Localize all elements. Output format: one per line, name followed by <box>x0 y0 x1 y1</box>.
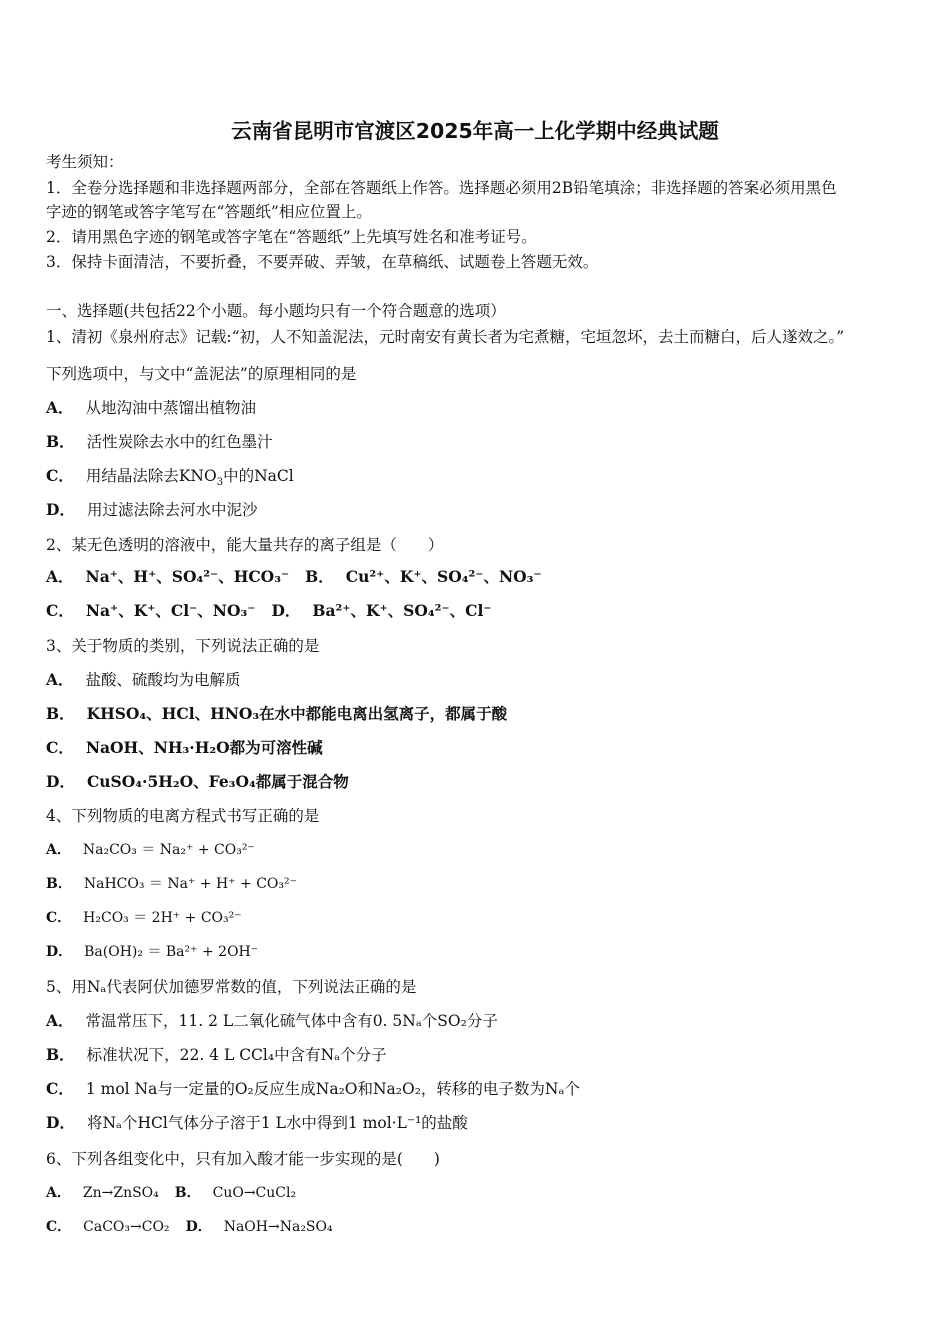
option-label: A． <box>46 670 74 689</box>
option-b <box>46 704 507 724</box>
option-label: C． <box>46 1079 74 1098</box>
option-text: NaOH、NH₃·H₂O都为可溶性碱 <box>85 738 323 757</box>
notice-item-3: 3．保持卡面清洁，不要折叠，不要弄破、弄皱，在草稿纸、试题卷上答题无效。 <box>46 253 599 271</box>
option-label: D． <box>46 944 73 960</box>
option-d <box>46 500 257 520</box>
option-text: Na₂CO₃ ＝ Na₂⁺ + CO₃²⁻ <box>82 842 255 858</box>
option-text: KHSO₄、HCl、HNO₃在水中都能电离出氢离子，都属于酸 <box>86 704 508 723</box>
option-label: A． <box>46 1185 71 1201</box>
option-text: 盐酸、硫酸均为电解质 <box>85 671 241 689</box>
option-row-ab <box>46 1183 296 1203</box>
option-label: B． <box>174 1185 201 1201</box>
option-text: Ba²⁺、K⁺、SO₄²⁻、Cl⁻ <box>312 601 492 620</box>
option-text: Na⁺、K⁺、Cl⁻、NO₃⁻ <box>85 601 256 620</box>
option-c <box>46 466 294 493</box>
option-label: C． <box>46 466 74 485</box>
question-stem: 5、用Nₐ代表阿伏加德罗常数的值，下列说法正确的是 <box>46 978 417 996</box>
option-label: D． <box>46 772 75 791</box>
option-a <box>46 840 255 860</box>
option-text: H₂CO₃ ＝ 2H⁺ + CO₃²⁻ <box>83 910 242 926</box>
option-a <box>46 1011 498 1031</box>
option-text: 常温常压下，11. 2 L二氧化硫气体中含有0. 5Nₐ个SO₂分子 <box>85 1012 498 1030</box>
option-text: Cu²⁺、K⁺、SO₄²⁻、NO₃⁻ <box>345 567 542 586</box>
option-label: A． <box>46 398 74 417</box>
option-text: 从地沟油中蒸馏出植物油 <box>85 399 257 417</box>
option-d <box>46 772 349 792</box>
option-text: Zn→ZnSO₄ <box>82 1185 159 1201</box>
option-text: NaHCO₃ ＝ Na⁺ + H⁺ + CO₃²⁻ <box>83 876 298 892</box>
option-text: CuSO₄·5H₂O、Fe₃O₄都属于混合物 <box>86 772 349 791</box>
option-text: 用结晶法除去$KNO_3$中的NaCl <box>85 467 294 489</box>
option-text: 1 mol Na与一定量的O₂反应生成Na₂O和Na₂O₂，转移的电子数为Nₐ个 <box>85 1080 580 1098</box>
option-b <box>46 432 273 452</box>
option-label: C． <box>46 1219 72 1235</box>
option-label: C． <box>46 601 74 620</box>
question-stem: 1、清初《泉州府志》记载:“初，人不知盖泥法，元时南安有黄长者为宅煮糖，宅垣忽坏，去土而糖白，后人遂效之。” <box>46 328 845 346</box>
option-text: CuO→CuCl₂ <box>212 1185 297 1201</box>
option-c <box>46 1079 580 1099</box>
option-c <box>46 908 242 928</box>
option-label: B． <box>46 876 72 892</box>
page-title: 云南省昆明市官渡区2025年高一上化学期中经典试题 <box>231 119 719 143</box>
option-label: D． <box>46 1113 75 1132</box>
question-stem: 4、下列物质的电离方程式书写正确的是 <box>46 807 320 825</box>
notice-item-2: 2．请用黑色字迹的钢笔或答字笔在“答题纸”上先填写姓名和准考证号。 <box>46 228 537 246</box>
option-label: C． <box>46 910 72 926</box>
notice-heading: 考生须知： <box>46 153 124 171</box>
option-text: Ba(OH)₂ ＝ Ba²⁺ + 2OH⁻ <box>84 944 259 960</box>
option-label: B． <box>305 567 334 586</box>
question-stem-cont: 下列选项中，与文中“盖泥法”的原理相同的是 <box>46 365 357 383</box>
option-label: A． <box>46 842 71 858</box>
option-label: B． <box>46 1045 75 1064</box>
notice-item-1-cont: 字迹的钢笔或答字笔写在“答题纸”相应位置上。 <box>46 203 372 221</box>
option-row-cd <box>46 1217 333 1237</box>
option-text: 将Nₐ个HCl气体分子溶于1 L水中得到1 mol·L⁻¹的盐酸 <box>86 1114 468 1132</box>
option-a <box>46 398 256 418</box>
option-label: A． <box>46 567 74 586</box>
question-stem: 2、某无色透明的溶液中，能大量共存的离子组是（ ） <box>46 536 444 554</box>
option-a <box>46 670 241 690</box>
option-label: B． <box>46 432 75 451</box>
option-label: D． <box>271 601 301 620</box>
option-label: D． <box>185 1219 212 1235</box>
option-b <box>46 874 297 894</box>
option-row-ab <box>46 567 542 587</box>
option-text: 标准状况下，22. 4 L CCl₄中含有Nₐ个分子 <box>86 1046 387 1064</box>
question-stem: 3、关于物质的类别，下列说法正确的是 <box>46 637 320 655</box>
option-label: B． <box>46 704 75 723</box>
option-text: 用过滤法除去河水中泥沙 <box>86 501 258 519</box>
option-d <box>46 942 258 962</box>
option-d <box>46 1113 468 1133</box>
option-label: A． <box>46 1011 74 1030</box>
option-b <box>46 1045 387 1065</box>
option-text: 活性炭除去水中的红色墨汁 <box>86 433 273 451</box>
notice-item-1: 1．全卷分选择题和非选择题两部分，全部在答题纸上作答。选择题必须用2B铅笔填涂；非选择题的答案必须用黑色 <box>46 179 837 197</box>
question-stem: 6、下列各组变化中，只有加入酸才能一步实现的是( ) <box>46 1150 440 1168</box>
option-text: CaCO₃→CO₂ <box>83 1219 170 1235</box>
option-row-cd <box>46 601 492 621</box>
option-label: C． <box>46 738 74 757</box>
option-text: Na⁺、H⁺、SO₄²⁻、HCO₃⁻ <box>85 567 290 586</box>
option-c <box>46 738 323 758</box>
option-text: NaOH→Na₂SO₄ <box>223 1219 333 1235</box>
option-label: D． <box>46 500 75 519</box>
section-heading: 一、选择题(共包括22个小题。每小题均只有一个符合题意的选项） <box>46 302 506 320</box>
